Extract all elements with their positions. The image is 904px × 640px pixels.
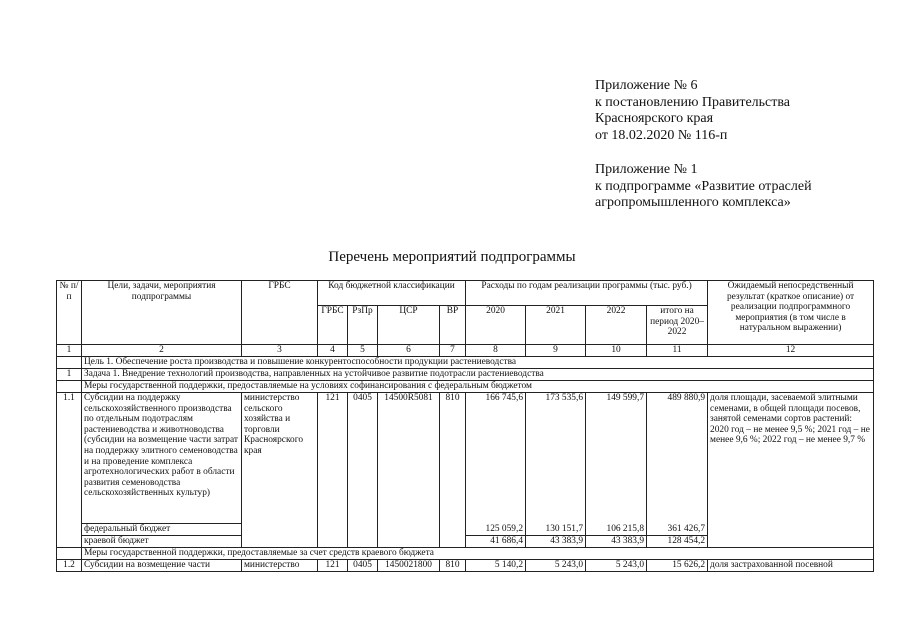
section-text: Меры государственной поддержки, предоставляемые за счет средств краевого бюджета: [82, 548, 874, 560]
header-csr: ЦСР: [378, 306, 440, 345]
column-number: 10: [586, 345, 647, 357]
row-csr: 1450021800: [378, 560, 440, 572]
header-num: № п/п: [57, 281, 82, 345]
header-rzpr: РзПр: [348, 306, 378, 345]
header-result: Ожидаемый непосредственный результат (краткое описание) от реализации подпрограммного мероприятия (в том числе в натуральном выражении): [708, 281, 874, 345]
regional-2022: 43 383,9: [586, 536, 647, 548]
row-result: доля застрахованной посевной: [708, 560, 874, 572]
column-number-row: [57, 345, 874, 357]
row-text: Субсидии на возмещение части: [82, 560, 242, 572]
row-2021: 5 243,0: [526, 560, 586, 572]
regional-total: 128 454,2: [647, 536, 708, 548]
table-row: [57, 393, 874, 524]
measures-table: [56, 280, 874, 572]
column-number: 1: [57, 345, 82, 357]
row-grbs: министерство сельского хозяйства и торговли Красноярского края: [242, 393, 318, 548]
column-number: 8: [466, 345, 526, 357]
appendix-line: Приложение № 6: [595, 78, 698, 93]
row-result: доля площади, засеваемой элитными семенами, в общей площади посевов, занятой семенами сортов растений: 2020 год – не менее 9,5 %; 2021 год – не менее 9,6 %; 2022 год – не менее 9,7 %: [708, 393, 874, 548]
header-budget-code: Код бюджетной классификации: [318, 281, 466, 306]
federal-label: федеральный бюджет: [82, 524, 242, 536]
section-row: [57, 548, 874, 560]
row-2020: 5 140,2: [466, 560, 526, 572]
header-grbs-code: ГРБС: [318, 306, 348, 345]
row-grbs-code: 121: [318, 560, 348, 572]
appendix-header-resolution: [595, 78, 895, 144]
section-text: Меры государственной поддержки, предоставляемые на условиях софинансирования с федеральным бюджетом: [82, 381, 874, 393]
header-2021: 2021: [526, 306, 586, 345]
task-num: 1: [57, 369, 82, 381]
federal-2022: 106 215,8: [586, 524, 647, 536]
task-row: [57, 369, 874, 381]
header-grbs: ГРБС: [242, 281, 318, 345]
header-goals: Цели, задачи, мероприятия подпрограммы: [82, 281, 242, 345]
header-2020: 2020: [466, 306, 526, 345]
row-total: 489 880,9: [647, 393, 708, 524]
federal-2021: 130 151,7: [526, 524, 586, 536]
header-2022: 2022: [586, 306, 647, 345]
row-vr: 810: [440, 393, 466, 548]
federal-2020: 125 059,2: [466, 524, 526, 536]
row-num: 1.2: [57, 560, 82, 572]
row-grbs: министерство: [242, 560, 318, 572]
section-row: [57, 381, 874, 393]
row-2020: 166 745,6: [466, 393, 526, 524]
appendix-line: Красноярского края: [595, 111, 714, 126]
appendix-line: Приложение № 1: [595, 162, 698, 177]
federal-total: 361 426,7: [647, 524, 708, 536]
goal-num-cell: [57, 357, 82, 369]
header-expenses: Расходы по годам реализации программы (тыс. руб.): [466, 281, 708, 306]
row-text: Субсидии на поддержку сельскохозяйственного производства по отдельным подотраслям растениеводства и животноводства (субсидии на возмещение части затрат на поддержку элитного семеноводства и на проведение комплекса агротехнологических работ в области развития семеноводства сельскохозяйственных культур): [82, 393, 242, 524]
header-total: итого на период 2020–2022: [647, 306, 708, 345]
document-title: Перечень мероприятий подпрограммы: [328, 249, 576, 265]
appendix-header-subprogram: [595, 162, 895, 212]
header-vr: ВР: [440, 306, 466, 345]
appendix-line: агропромышленного комплекса»: [595, 195, 791, 210]
goal-row: [57, 357, 874, 369]
row-csr: 14500R5081: [378, 393, 440, 548]
column-number: 5: [348, 345, 378, 357]
section-num-cell: [57, 381, 82, 393]
column-number: 2: [82, 345, 242, 357]
row-rzpr: 0405: [348, 393, 378, 548]
regional-label: краевой бюджет: [82, 536, 242, 548]
appendix-line: от 18.02.2020 № 116-п: [595, 127, 728, 143]
column-number: 4: [318, 345, 348, 357]
column-number: 9: [526, 345, 586, 357]
row-total: 15 626,2: [647, 560, 708, 572]
regional-2021: 43 383,9: [526, 536, 586, 548]
column-number: 7: [440, 345, 466, 357]
table-row: [57, 560, 874, 572]
row-num: 1.1: [57, 393, 82, 548]
section-num-cell: [57, 548, 82, 560]
column-number: 12: [708, 345, 874, 357]
header-row: [57, 281, 874, 306]
row-vr: 810: [440, 560, 466, 572]
column-number: 6: [378, 345, 440, 357]
regional-2020: 41 686,4: [466, 536, 526, 548]
row-grbs-code: 121: [318, 393, 348, 548]
appendix-line: к подпрограмме «Развитие отраслей: [595, 178, 812, 194]
row-2022: 149 599,7: [586, 393, 647, 524]
appendix-line: к постановлению Правительства: [595, 94, 791, 110]
row-2021: 173 535,6: [526, 393, 586, 524]
row-2022: 5 243,0: [586, 560, 647, 572]
goal-text: Цель 1. Обеспечение роста производства и повышение конкурентоспособности продукции растениеводства: [82, 357, 874, 369]
column-number: 3: [242, 345, 318, 357]
row-rzpr: 0405: [348, 560, 378, 572]
task-text: Задача 1. Внедрение технологий производства, направленных на устойчивое развитие подотрасли растениеводства: [82, 369, 874, 381]
column-number: 11: [647, 345, 708, 357]
